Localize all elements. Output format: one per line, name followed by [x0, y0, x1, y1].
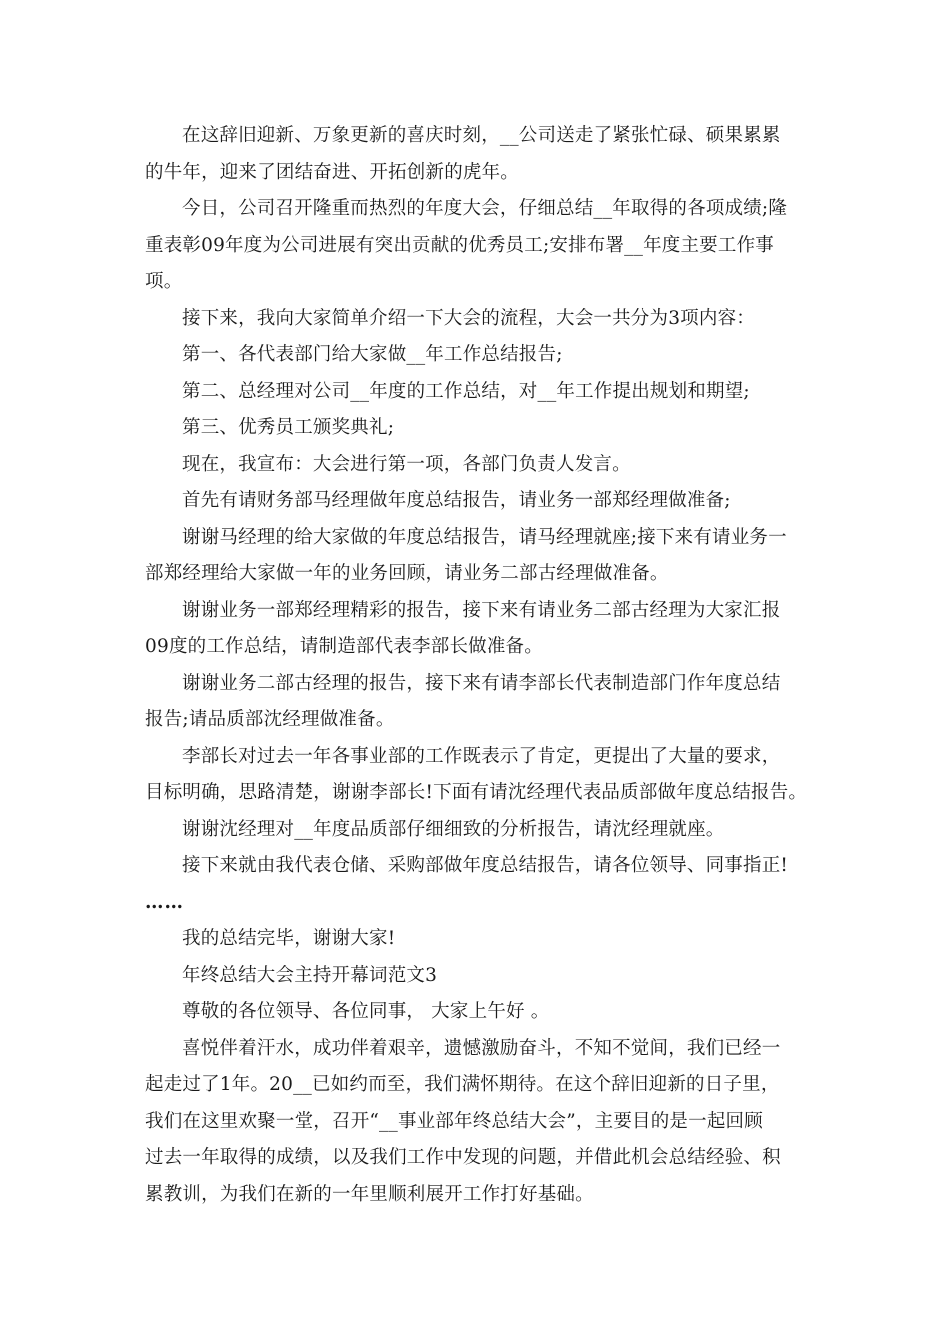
text-line: 谢谢业务二部古经理的报告，接下来有请李部长代表制造部门作年度总结	[182, 672, 781, 694]
text-line: 李部长对过去一年各事业部的工作既表示了肯定，更提出了大量的要求，	[182, 745, 781, 767]
text-line: 目标明确，思路清楚，谢谢李部长!下面有请沈经理代表品质部做年度总结报告。	[145, 782, 808, 803]
text-line: 过去一年取得的成绩，以及我们工作中发现的问题，并借此机会总结经验、积	[145, 1147, 781, 1168]
text-line: 第二、总经理对公司__年度的工作总结，对__年工作提出规划和期望;	[182, 380, 750, 402]
section-heading: 年终总结大会主持开幕词范文3	[182, 964, 438, 986]
text-line: 谢谢沈经理对__年度品质部仔细细致的分析报告，请沈经理就座。	[182, 818, 725, 840]
document-body	[145, 118, 825, 1213]
text-line: 尊敬的各位领导、各位同事， 大家上午好 。	[182, 1001, 550, 1022]
text-line: 报告;请品质部沈经理做准备。	[145, 709, 395, 730]
text-line: 09度的工作总结，请制造部代表李部长做准备。	[145, 636, 543, 657]
text-line: 今日，公司召开隆重而热烈的年度大会，仔细总结__年取得的各项成绩;隆	[182, 198, 788, 219]
text-line: 我的总结完毕，谢谢大家!	[182, 928, 396, 949]
text-line: 起走过了1年。20__已如约而至，我们满怀期待。在这个辞旧迎新的日子里，	[145, 1074, 780, 1095]
ellipsis-line: ……	[145, 891, 184, 913]
text-line: 累教训，为我们在新的一年里顺利展开工作打好基础。	[145, 1183, 594, 1205]
text-line: 部郑经理给大家做一年的业务回顾，请业务二部古经理做准备。	[145, 563, 669, 584]
text-line: 在这辞旧迎新、万象更新的喜庆时刻，__公司送走了紧张忙碌、硕果累累	[182, 125, 781, 146]
text-line: 重表彰09年度为公司进展有突出贡献的优秀员工;安排布署__年度主要工作事	[145, 234, 774, 256]
text-line: 接下来，我向大家简单介绍一下大会的流程，大会一共分为3项内容：	[182, 307, 755, 329]
text-line: 接下来就由我代表仓储、采购部做年度总结报告，请各位领导、同事指正!	[182, 855, 789, 876]
text-line: 首先有请财务部马经理做年度总结报告，请业务一部郑经理做准备;	[182, 490, 731, 511]
text-line: 项。	[145, 271, 183, 292]
text-line: 谢谢马经理的给大家做的年度总结报告，请马经理就座;接下来有请业务一	[182, 526, 787, 548]
text-line: 喜悦伴着汗水，成功伴着艰辛，遗憾激励奋斗，不知不觉间，我们已经一	[182, 1037, 781, 1059]
text-line: 第一、各代表部门给大家做__年工作总结报告;	[182, 344, 563, 365]
text-line: 第三、优秀员工颁奖典礼;	[182, 417, 395, 438]
text-line: 谢谢业务一部郑经理精彩的报告，接下来有请业务二部古经理为大家汇报	[182, 599, 781, 621]
text-line: 我们在这里欢聚一堂，召开“__事业部年终总结大会”，主要目的是一起回顾	[145, 1110, 763, 1132]
text-line: 现在，我宣布：大会进行第一项，各部门负责人发言。	[182, 453, 631, 475]
text-line: 的牛年，迎来了团结奋进、开拓创新的虎年。	[145, 161, 520, 183]
